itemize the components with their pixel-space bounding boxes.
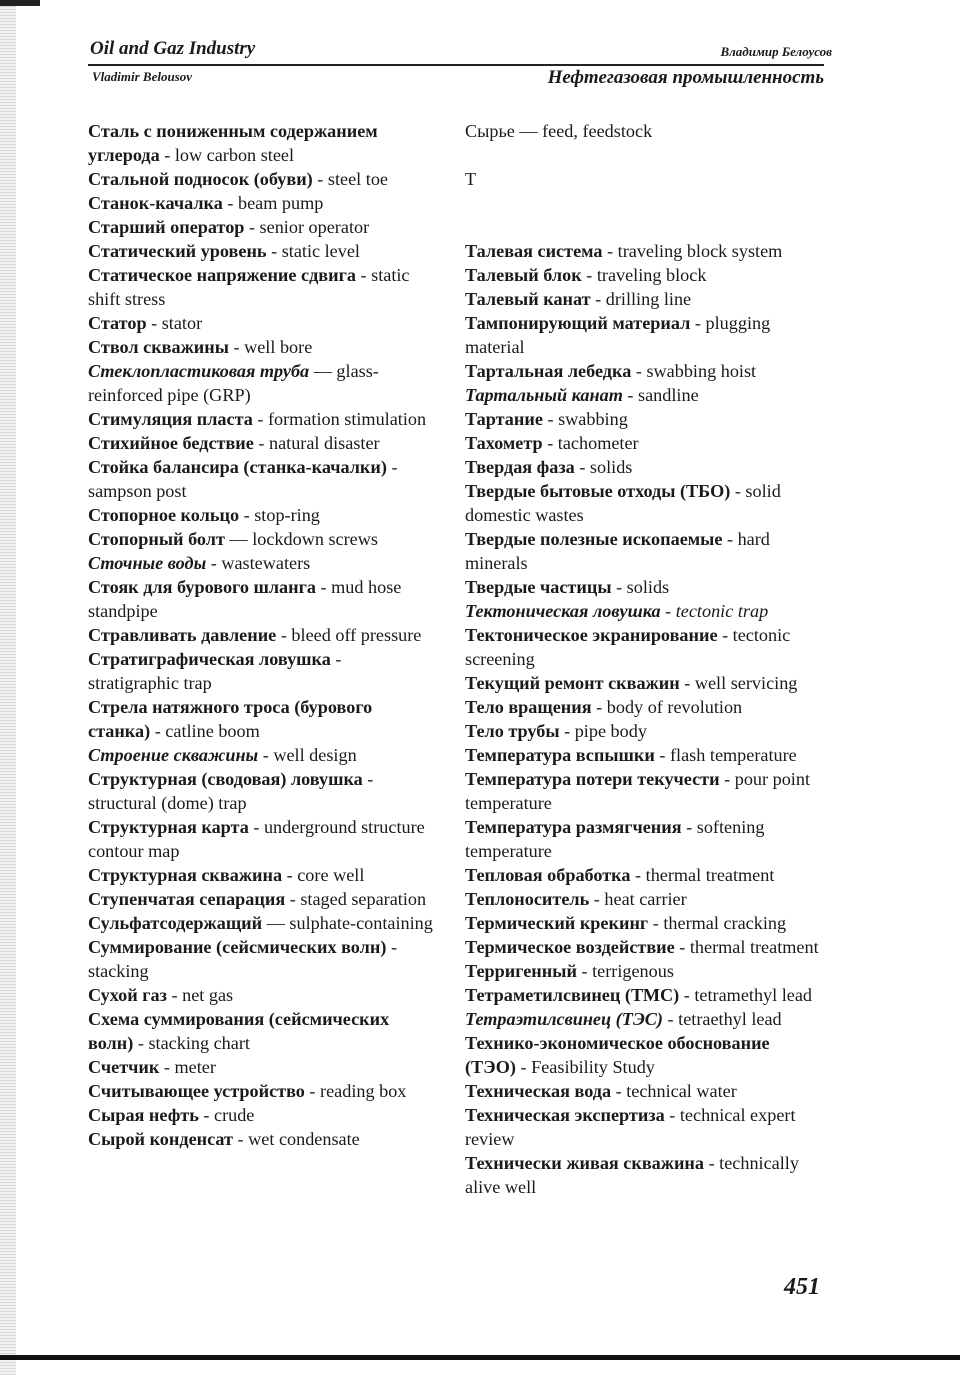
entry-definition: - solids xyxy=(616,577,670,597)
entry-term: Сухой газ xyxy=(88,985,167,1005)
entry-term: Стальной подносок (обуви) xyxy=(88,169,313,189)
entry-definition: - core well xyxy=(286,865,365,885)
entry-term: Стрела натяжного троса (бурового станка) xyxy=(88,697,373,741)
glossary-entry xyxy=(88,623,434,647)
entry-definition: - swabbing hoist xyxy=(635,361,757,381)
entry-definition: - flash temperature xyxy=(659,745,797,765)
entry-definition: - wet condensate xyxy=(237,1129,360,1149)
glossary-entry xyxy=(88,1103,434,1127)
glossary-entry xyxy=(88,815,434,863)
entry-term: Твердые полезные ископаемые xyxy=(465,529,723,549)
glossary-entry xyxy=(88,503,434,527)
glossary-entry xyxy=(88,935,434,983)
entry-term: Температура потери текучести xyxy=(465,769,720,789)
glossary-entry xyxy=(465,767,821,815)
entry-definition: - hard minerals xyxy=(465,529,770,573)
entry-term: Технико-экономическое обоснование (ТЭО) xyxy=(465,1033,770,1077)
entry-term: Термический крекинг xyxy=(465,913,649,933)
entry-definition: - sampson post xyxy=(88,457,398,501)
header-rule xyxy=(88,64,824,66)
glossary-entry xyxy=(465,119,821,143)
entry-term: Тетраметилсвинец (ТМС) xyxy=(465,985,680,1005)
entry-definition: - stator xyxy=(151,313,203,333)
entry-term: Теплоноситель xyxy=(465,889,590,909)
entry-term: Тампонирующий материал xyxy=(465,313,691,333)
glossary-entry xyxy=(465,959,821,983)
entry-definition: - catline boom xyxy=(154,721,260,741)
glossary-entry xyxy=(465,623,821,671)
entry-definition: - tectonic trap xyxy=(665,601,769,621)
glossary-entry xyxy=(88,767,434,815)
glossary-entry xyxy=(88,455,434,503)
entry-term: Температура вспышки xyxy=(465,745,655,765)
scan-edge-shading xyxy=(0,0,16,1375)
entry-definition: - traveling block xyxy=(586,265,707,285)
entry-term: Температура размягчения xyxy=(465,817,682,837)
entry-definition: - structural (dome) trap xyxy=(88,769,374,813)
glossary-entry xyxy=(88,119,434,167)
entry-definition: - meter xyxy=(163,1057,216,1077)
section-letter: Т xyxy=(465,169,477,189)
entry-term: Стояк для бурового шланга xyxy=(88,577,316,597)
glossary-entry xyxy=(465,743,821,767)
entry-definition: - technically alive well xyxy=(465,1153,799,1197)
glossary-column-right xyxy=(465,119,821,1199)
entry-term: Талевая система xyxy=(465,241,603,261)
glossary-entry xyxy=(465,695,821,719)
entry-term: Счетчик xyxy=(88,1057,160,1077)
entry-term: Статический уровень xyxy=(88,241,267,261)
glossary-entry xyxy=(465,431,821,455)
entry-term: Талевый блок xyxy=(465,265,582,285)
entry-term: Стихийное бедствие xyxy=(88,433,254,453)
entry-term: Статическое напряжение сдвига xyxy=(88,265,356,285)
entry-definition: - tetraethyl lead xyxy=(667,1009,782,1029)
entry-definition: - static shift stress xyxy=(88,265,410,309)
glossary-entry xyxy=(88,359,434,407)
entry-term: Терригенный xyxy=(465,961,577,981)
entry-definition: - low carbon steel xyxy=(164,145,295,165)
entry-definition: - underground structure contour map xyxy=(88,817,425,861)
entry-definition: - pipe body xyxy=(564,721,647,741)
glossary-entry xyxy=(465,863,821,887)
glossary-entry xyxy=(88,431,434,455)
entry-term: Стратиграфическая ловушка xyxy=(88,649,331,669)
entry-definition: — sulphate-containing xyxy=(266,913,433,933)
entry-term: Тело трубы xyxy=(465,721,560,741)
glossary-entry xyxy=(465,1103,821,1151)
entry-term: Ствол скважины xyxy=(88,337,229,357)
entry-term: Сырой конденсат xyxy=(88,1129,233,1149)
glossary-entry xyxy=(88,863,434,887)
glossary-entry xyxy=(465,983,821,1007)
entry-term: Считывающее устройство xyxy=(88,1081,305,1101)
entry-definition: - net gas xyxy=(171,985,234,1005)
entry-definition: - softening temperature xyxy=(465,817,765,861)
glossary-entry xyxy=(465,479,821,527)
entry-term: Тартание xyxy=(465,409,543,429)
header-author-en: Vladimir Belousov xyxy=(92,69,193,84)
entry-definition: - solids xyxy=(579,457,633,477)
entry-definition: - wastewaters xyxy=(210,553,311,573)
entry-term: Сталь с пониженным содержанием углерода xyxy=(88,121,378,165)
glossary-entry xyxy=(465,383,821,407)
entry-term: Технически живая скважина xyxy=(465,1153,705,1173)
page-number: 451 xyxy=(784,1274,820,1300)
glossary-column-left xyxy=(88,119,434,1151)
glossary-entry xyxy=(465,575,821,599)
entry-definition: - reading box xyxy=(309,1081,407,1101)
glossary-entry xyxy=(88,911,434,935)
entry-term: Тектоническая ловушка xyxy=(465,601,661,621)
glossary-entry xyxy=(465,1007,821,1031)
entry-term: Стопорное кольцо xyxy=(88,505,240,525)
entry-definition: - plugging material xyxy=(465,313,771,357)
entry-definition: - stacking xyxy=(88,937,398,981)
entry-definition: - Feasibility Study xyxy=(520,1057,655,1077)
entry-term: Тахометр xyxy=(465,433,543,453)
entry-term: Структурная карта xyxy=(88,817,249,837)
entry-definition: - static level xyxy=(271,241,360,261)
entry-term: Твердые бытовые отходы (ТБО) xyxy=(465,481,731,501)
glossary-entry xyxy=(465,239,821,263)
glossary-entry xyxy=(88,695,434,743)
header-author-ru: Владимир Белоусов xyxy=(720,44,832,59)
glossary-entry xyxy=(465,311,821,359)
entry-definition: - stop-ring xyxy=(243,505,320,525)
glossary-entry xyxy=(465,1151,821,1199)
entry-definition: - swabbing xyxy=(547,409,628,429)
entry-definition: - sandline xyxy=(627,385,699,405)
entry-definition: - tectonic screening xyxy=(465,625,791,669)
entry-term: Термическое воздействие xyxy=(465,937,675,957)
entry-definition: - well bore xyxy=(233,337,313,357)
entry-term: Схема суммирования (сейсмических волн) xyxy=(88,1009,390,1053)
entry-definition: - crude xyxy=(203,1105,255,1125)
glossary-entry xyxy=(88,239,434,263)
glossary-entry xyxy=(465,527,821,575)
glossary-entry xyxy=(465,599,821,623)
entry-term: Сульфатсодержащий xyxy=(88,913,263,933)
entry-definition: - heat carrier xyxy=(593,889,687,909)
glossary-entry xyxy=(88,335,434,359)
entry-definition: - stacking chart xyxy=(137,1033,250,1053)
glossary-entry xyxy=(88,887,434,911)
glossary-entry xyxy=(465,935,821,959)
entry-definition: - thermal cracking xyxy=(652,913,787,933)
header-book-title-en: Oil and Gaz Industry xyxy=(90,38,256,59)
entry-term: Твердые частицы xyxy=(465,577,612,597)
entry-definition: - well design xyxy=(262,745,357,765)
entry-term: Строение скважины xyxy=(88,745,259,765)
entry-term: Тектоническое экранирование xyxy=(465,625,718,645)
entry-definition: - solid domestic wastes xyxy=(465,481,781,525)
corner-mark xyxy=(0,0,40,6)
entry-definition: - stratigraphic trap xyxy=(88,649,342,693)
entry-term: Тартальная лебедка xyxy=(465,361,632,381)
entry-term: Тело вращения xyxy=(465,697,592,717)
entry-definition: - well servicing xyxy=(684,673,798,693)
entry-definition: - body of revolution xyxy=(596,697,743,717)
entry-term: Сырая нефть xyxy=(88,1105,199,1125)
glossary-entry xyxy=(88,743,434,767)
entry-term: Текущий ремонт скважин xyxy=(465,673,680,693)
entry-definition: — glass-reinforced pipe (GRP) xyxy=(88,361,379,405)
entry-term: Стойка балансира (станка-качалки) xyxy=(88,457,387,477)
glossary-entry xyxy=(88,647,434,695)
glossary-entry xyxy=(465,719,821,743)
glossary-entry xyxy=(465,287,821,311)
glossary-entry xyxy=(88,527,434,551)
entry-term: Старший оператор xyxy=(88,217,245,237)
entry-term: Стравливать давление xyxy=(88,625,277,645)
glossary-entry xyxy=(88,191,434,215)
glossary-entry xyxy=(88,575,434,623)
entry-term: Твердая фаза xyxy=(465,457,575,477)
entry-term: Статор xyxy=(88,313,147,333)
entry-term: Сточные воды xyxy=(88,553,207,573)
entry-definition: - senior operator xyxy=(248,217,370,237)
bottom-rule xyxy=(0,1355,960,1360)
entry-term: Суммирование (сейсмических волн) xyxy=(88,937,387,957)
entry-definition: - natural disaster xyxy=(258,433,380,453)
entry-term: Стопорный болт xyxy=(88,529,225,549)
glossary-entry xyxy=(88,983,434,1007)
glossary-entry xyxy=(465,911,821,935)
glossary-entry xyxy=(465,407,821,431)
entry-definition: - pour point temperature xyxy=(465,769,811,813)
entry-term: Техническая вода xyxy=(465,1081,612,1101)
glossary-entry xyxy=(465,263,821,287)
section-gap xyxy=(465,215,821,239)
entry-definition: - formation stimulation xyxy=(257,409,427,429)
entry-term: Структурная скважина xyxy=(88,865,283,885)
glossary-entry xyxy=(465,1031,821,1079)
glossary-entry xyxy=(88,1055,434,1079)
entry-definition: - mud hose standpipe xyxy=(88,577,402,621)
glossary-entry xyxy=(465,1079,821,1103)
entry-definition: - technical expert review xyxy=(465,1105,796,1149)
glossary-entry xyxy=(88,215,434,239)
glossary-entry xyxy=(465,359,821,383)
entry-definition: - staged separation xyxy=(289,889,427,909)
entry-term: Талевый канат xyxy=(465,289,591,309)
entry-definition: - tachometer xyxy=(547,433,639,453)
glossary-entry xyxy=(88,311,434,335)
glossary-entry xyxy=(88,1127,434,1151)
glossary-entry xyxy=(88,1007,434,1055)
entry-definition: - technical water xyxy=(615,1081,737,1101)
entry-term: Техническая экспертиза xyxy=(465,1105,665,1125)
entry-definition: - beam pump xyxy=(227,193,324,213)
entry-definition: - bleed off pressure xyxy=(280,625,422,645)
entry-term: Станок-качалка xyxy=(88,193,223,213)
glossary-entry xyxy=(465,455,821,479)
entry-term: Тетраэтилсвинец (ТЭС) xyxy=(465,1009,663,1029)
header-book-title-ru: Нефтегазовая промышленность xyxy=(547,67,824,88)
entry-term: Стеклопластиковая труба xyxy=(88,361,310,381)
entry-definition: - steel toe xyxy=(317,169,388,189)
glossary-entry xyxy=(88,407,434,431)
entry-term: Ступенчатая сепарация xyxy=(88,889,286,909)
entry-definition: Сырье — feed, feedstock xyxy=(465,121,653,141)
entry-term: Тартальный канат xyxy=(465,385,623,405)
entry-definition: - thermal treatment xyxy=(635,865,775,885)
glossary-entry xyxy=(88,167,434,191)
entry-term: Стимуляция пласта xyxy=(88,409,253,429)
glossary-entry xyxy=(88,1079,434,1103)
glossary-entry xyxy=(465,887,821,911)
entry-term: Структурная (сводовая) ловушка xyxy=(88,769,363,789)
glossary-entry xyxy=(465,671,821,695)
glossary-entry xyxy=(88,551,434,575)
entry-definition: - tetramethyl lead xyxy=(683,985,813,1005)
entry-term: Тепловая обработка xyxy=(465,865,631,885)
entry-definition: — lockdown screws xyxy=(229,529,378,549)
entry-definition: - thermal treatment xyxy=(679,937,819,957)
glossary-entry xyxy=(465,815,821,863)
entry-definition: - traveling block system xyxy=(607,241,783,261)
glossary-entry xyxy=(88,263,434,311)
entry-definition: - drilling line xyxy=(595,289,692,309)
entry-definition: - terrigenous xyxy=(581,961,674,981)
